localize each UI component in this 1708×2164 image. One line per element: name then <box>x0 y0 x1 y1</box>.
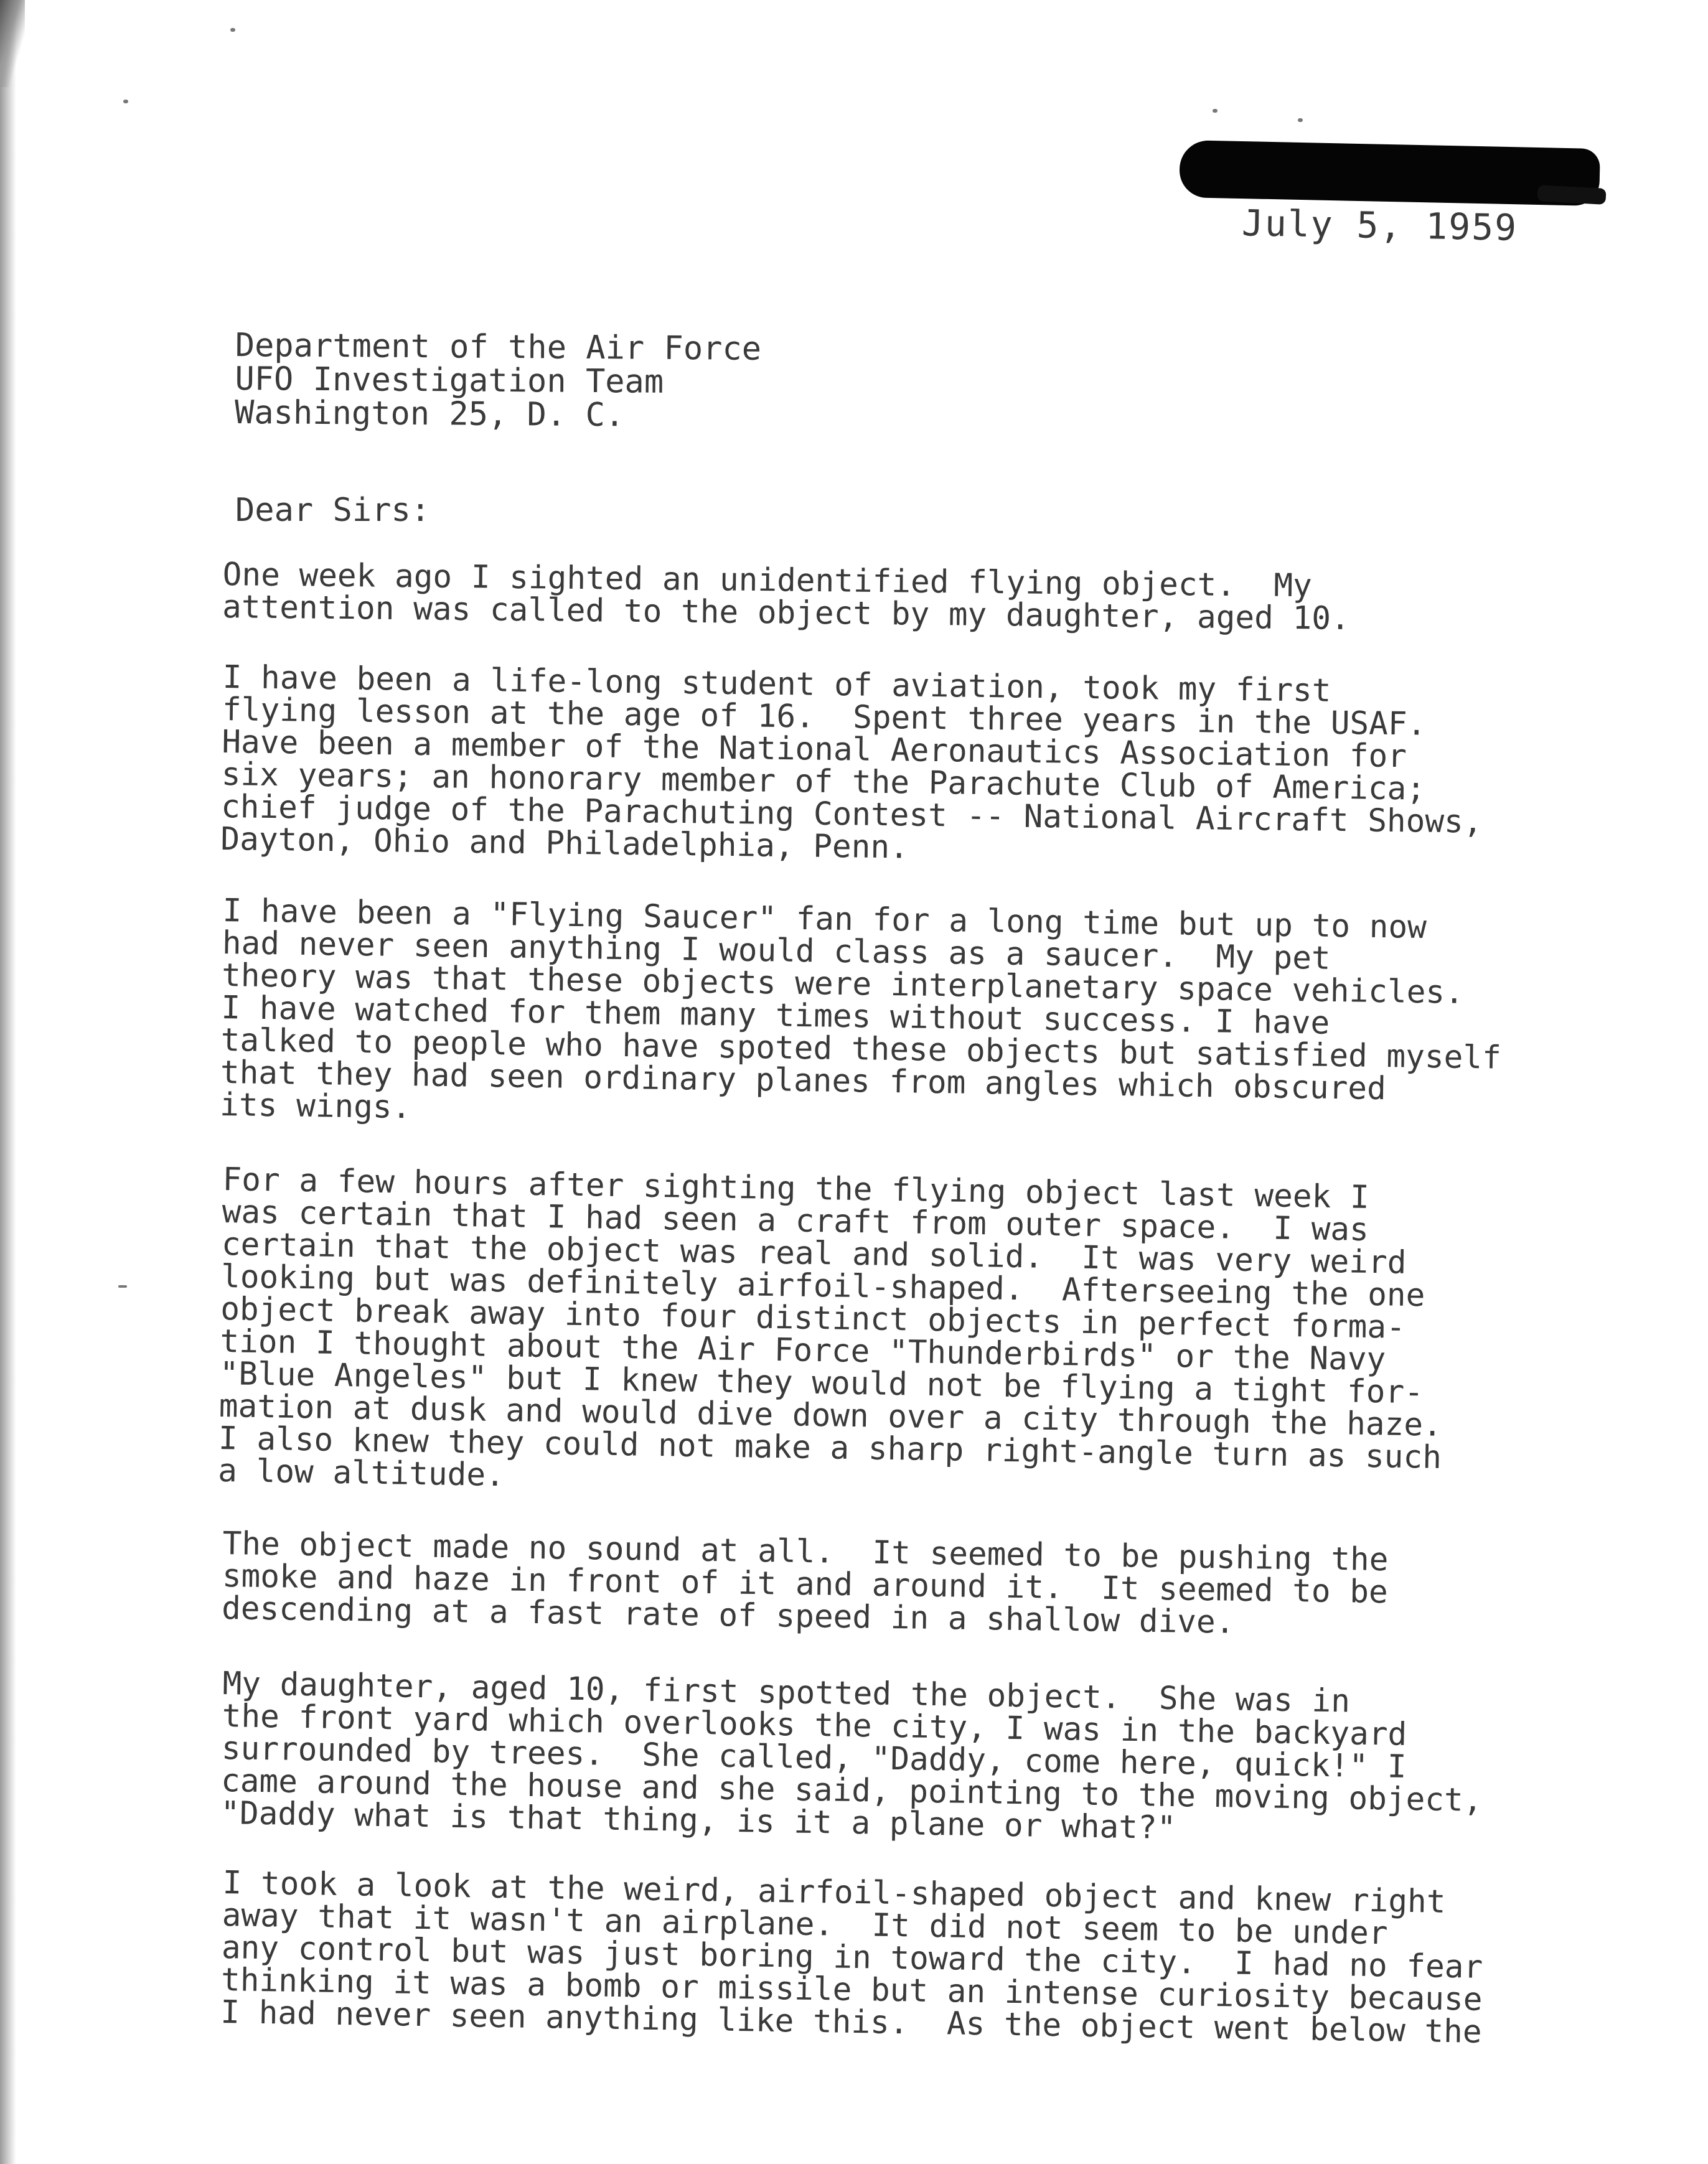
page-corner-fold <box>0 0 25 87</box>
recipient-line-1: Department of the Air Force <box>235 327 762 368</box>
paragraph-daughter-spotted: My daughter, aged 10, first spotted the object. She was in the front yard which overlooks the city, I was in the backyard surrounded by trees. She called, "Daddy, come here, quick!" I came around the house and she said, pointing to the moving object, "Daddy what is that thing, is it a plane or what?" <box>220 1665 1483 1847</box>
letter-date: July 5, 1959 <box>1241 202 1518 249</box>
paragraph-sighting-intro: One week ago I sighted an unidentified flying object. My attention was called to the object by my daughter, aged 10. <box>222 556 1350 637</box>
paper-speck <box>1213 109 1218 113</box>
recipient-line-3: Washington 25, D. C. <box>234 393 625 434</box>
paragraph-saucer-fan: I have been a "Flying Saucer" fan for a long time but up to now had never seen anything I would class as a saucer. My pet theory was that these objects were interplanetary space vehicles. I have watched for them many times without success. I have talked to people who have spoted these objects but satisfied myself that they had seen ordinary planes from angles which obscured its wings. <box>219 892 1502 1126</box>
page-edge-shadow <box>0 0 16 2164</box>
paragraph-credentials: I have been a life-long student of aviation, took my first flying lesson at the age of 16. Spent three years in the USAF. Have been a member of the National Aeronautics Association for six years; an honorary member of the Parachute Club of America; chief judge of the Parachuting Contest -- National Aircraft Shows, Dayton, Ohio and Philadelphia, Penn. <box>220 659 1483 866</box>
paper-speck <box>1298 118 1303 122</box>
paragraph-no-sound: The object made no sound at all. It seemed to be pushing the smoke and haze in front of it and around it. It seemed to be descending at a fast rate of speed in a shallow dive. <box>221 1525 1389 1641</box>
paper-speck <box>230 28 235 32</box>
paper-speck <box>123 100 128 103</box>
salutation: Dear Sirs: <box>235 492 431 529</box>
recipient-address <box>235 329 761 433</box>
paper-speck <box>118 1285 127 1288</box>
paragraph-took-a-look: I took a look at the weird, airfoil-shaped object and knew right away that it wasn't an airplane. It did not seem to be under any control but was just boring in toward the city. I had no fear thinking it was a bomb or missile but an intense curiosity because I had never seen anything like this. As the object went below the <box>220 1865 1483 2051</box>
recipient-line-2: UFO Investigation Team <box>235 360 664 401</box>
paragraph-object-description: For a few hours after sighting the flying object last week I was certain that I had seen a craft from outer space. I was certain that the object was real and solid. It was very weird looking but was definitely airfoil-shaped. Afterseeing the one object break away into four distinct objects in perfect forma- tion I thought about the Air Force "Thunderbirds" or the Navy "Blue Angeles" but I knew they would not be flying a tight for- mation at dusk and would dive down over a city through the haze. I also knew they could not make a sharp right-angle turn as such a low altitude. <box>217 1161 1443 1494</box>
